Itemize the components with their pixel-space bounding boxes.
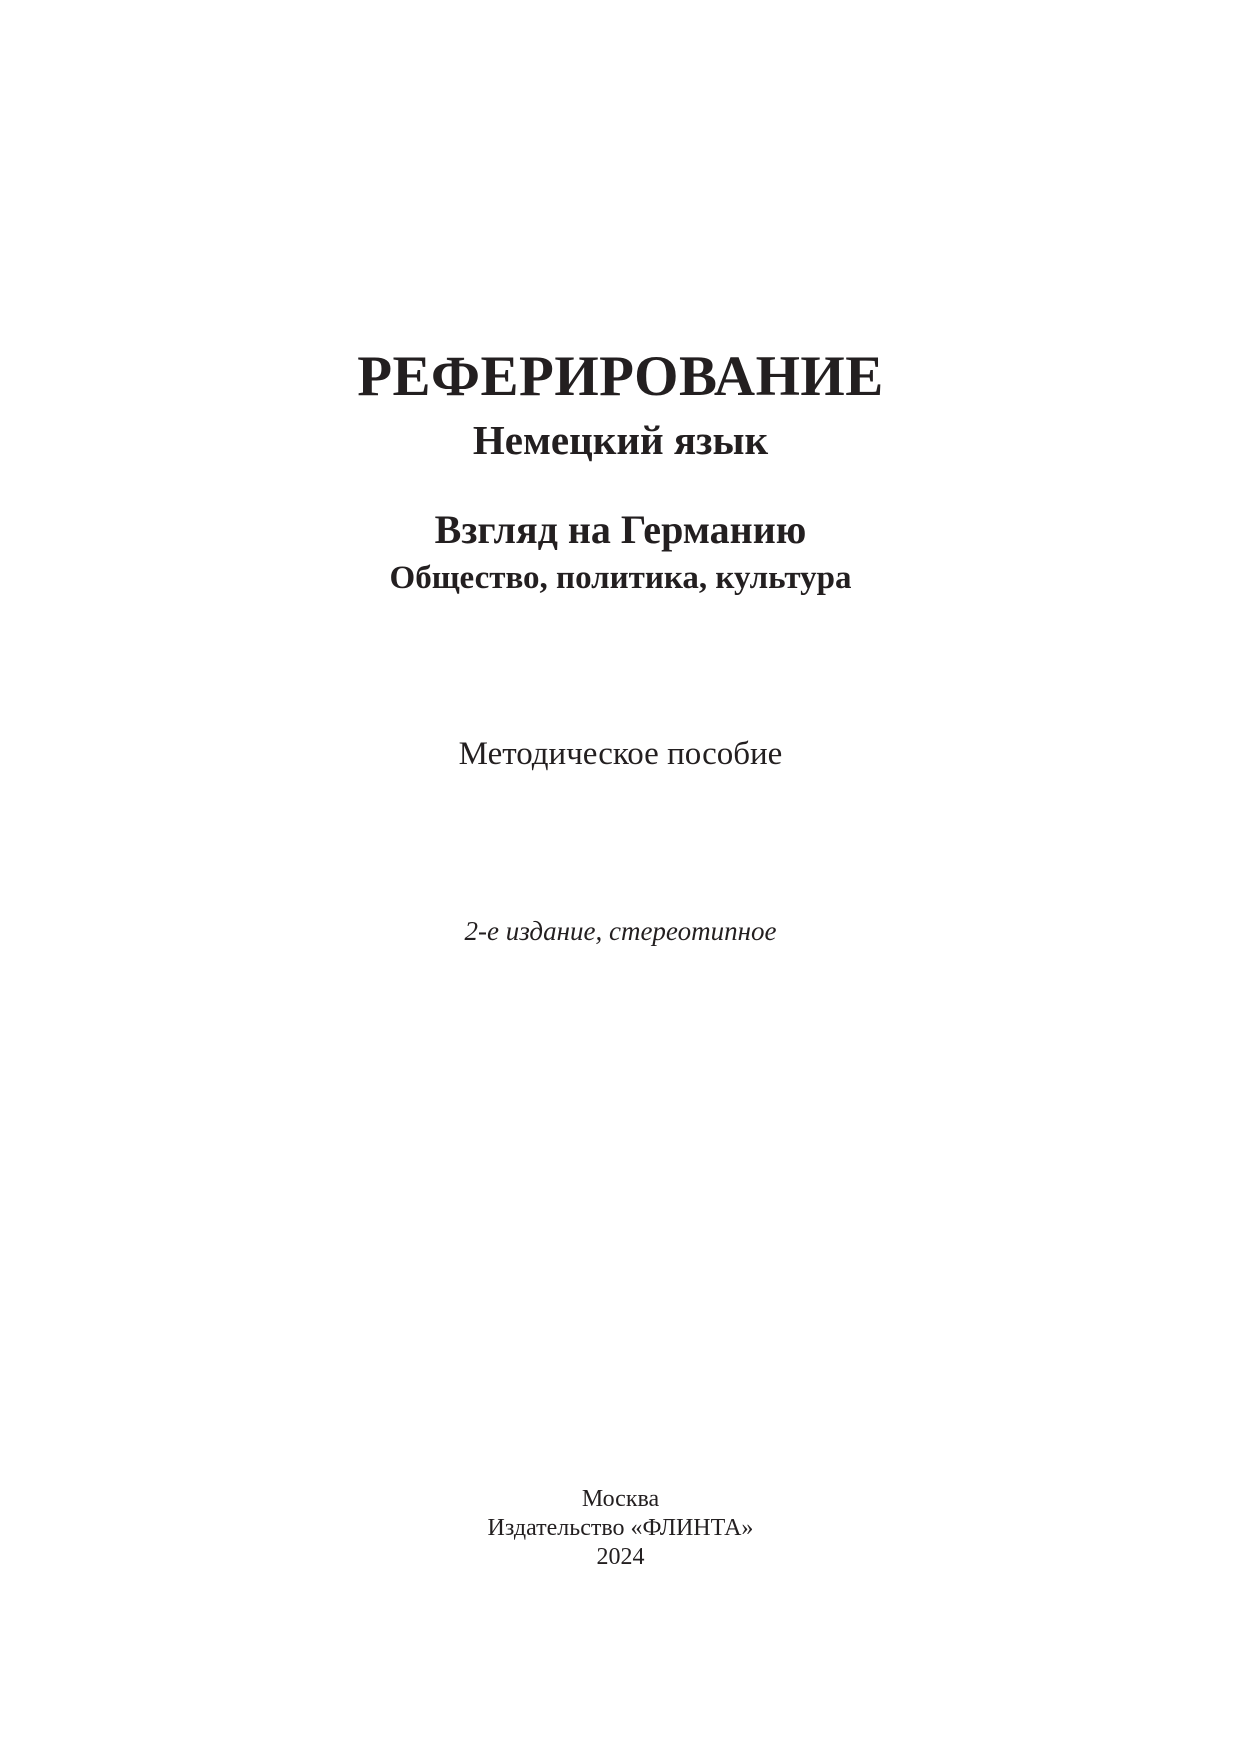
imprint-publisher: Издательство «ФЛИНТА» — [487, 1515, 754, 1541]
imprint-year: 2024 — [596, 1544, 645, 1570]
imprint-city: Москва — [581, 1486, 660, 1512]
document-type: Методическое пособие — [458, 736, 783, 772]
edition-note: 2-е издание, стереотипное — [464, 916, 777, 946]
topic-subtitle: Общество, политика, культура — [389, 560, 852, 596]
topic-title: Взгляд на Германию — [434, 507, 807, 552]
subtitle: Немецкий язык — [472, 417, 769, 463]
main-title: РЕФЕРИРОВАНИЕ — [357, 345, 884, 408]
